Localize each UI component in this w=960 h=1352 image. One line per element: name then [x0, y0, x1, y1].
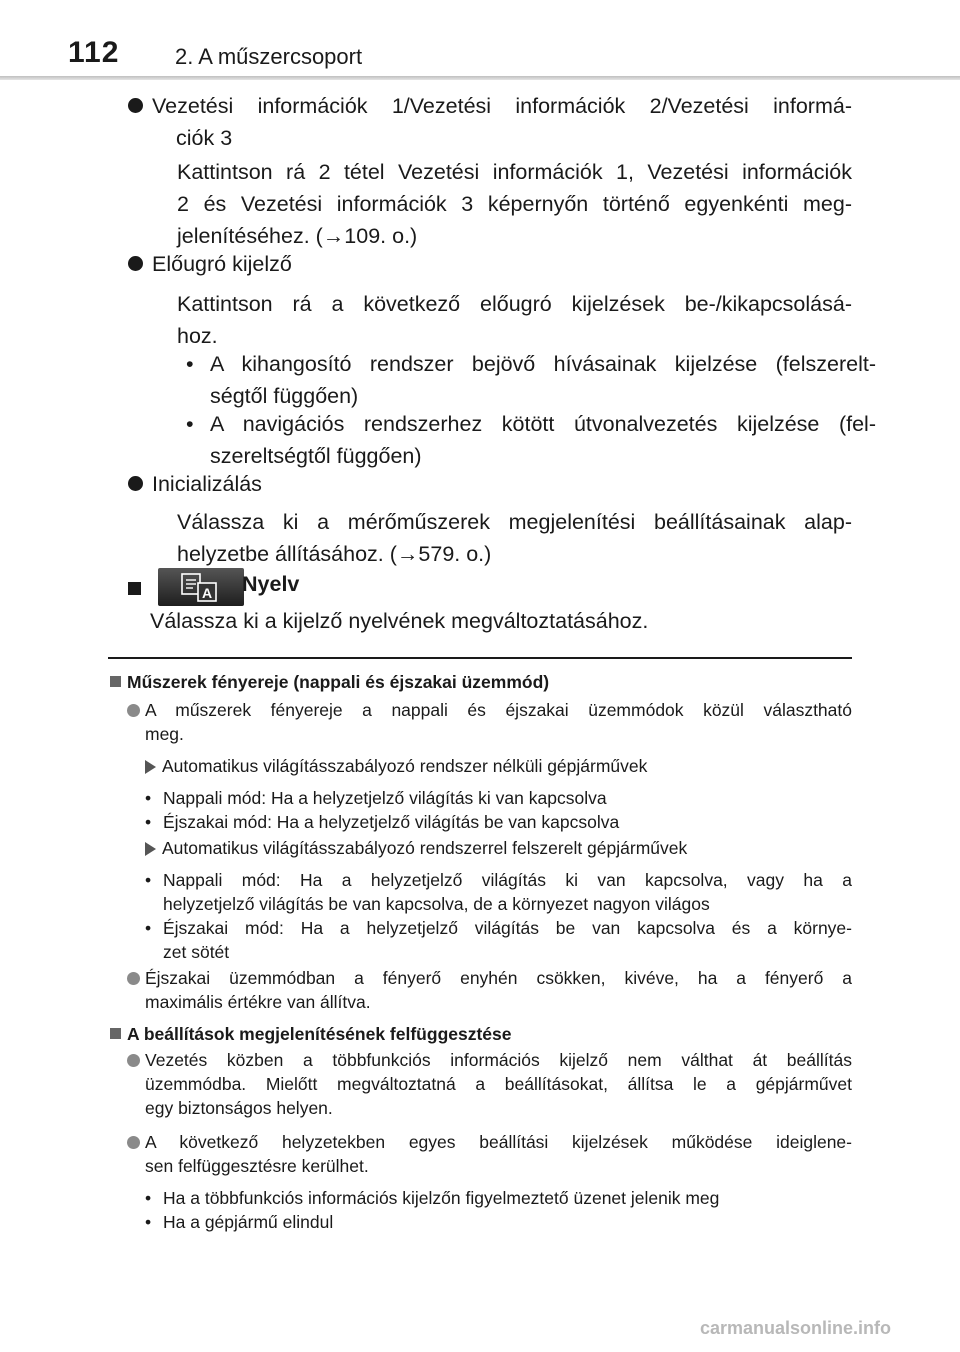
- note-line: zet sötét: [163, 942, 230, 962]
- language-icon: [158, 568, 244, 606]
- paragraph-line: helyzetbe állításához. (→579. o.): [177, 542, 492, 566]
- note-line: üzemmódba. Mielőtt megváltoztatná a beállításokat, állítsa le a gépjárművet: [145, 1074, 852, 1094]
- note-sub-bullet: [145, 1210, 852, 1234]
- paragraph-line: jelenítéséhez. (→109. o.): [177, 224, 418, 248]
- svg-text:A: A: [202, 585, 213, 601]
- paragraph-init: [177, 506, 852, 570]
- triangle-bullet-icon: [145, 842, 156, 856]
- bullet-line: Vezetési információk 1/Vezetési információk 2/Vezetési informá-: [152, 94, 852, 118]
- bullet-item-driving-info: [152, 90, 852, 154]
- note-sub-bullet: [145, 810, 852, 834]
- bullet-dot-icon: [127, 972, 140, 985]
- note-line: Nappali mód: Ha a helyzetjelző világítás ki van kapcsolva, vagy ha a: [163, 870, 852, 890]
- triangle-bullet-icon: [145, 760, 156, 774]
- bullet-dot-icon: [128, 476, 143, 491]
- note-heading-suspend: [110, 1022, 512, 1046]
- bullet-line: Inicializálás: [152, 472, 262, 496]
- sub-bullet-line: ségtől függően): [210, 384, 359, 408]
- sub-bullet-line: szereltségtől függően): [210, 444, 422, 468]
- note-line: Vezetés közben a többfunkciós információs kijelző nem válthat át beállítás: [145, 1050, 852, 1070]
- bullet-line: Előugró kijelző: [152, 252, 292, 276]
- section-title: 2. A műszercsoport: [175, 44, 363, 69]
- note-line: Ha a többfunkciós információs kijelzőn figyelmeztető üzenet jelenik meg: [163, 1188, 720, 1208]
- note-line: Nappali mód: Ha a helyzetjelző világítás ki van kapcsolva: [163, 788, 607, 808]
- note-line: helyzetjelző világítás be van kapcsolva, de a környezet nagyon világos: [163, 894, 710, 914]
- header-divider: [0, 76, 960, 80]
- bullet-dot-icon: [128, 98, 143, 113]
- note-sub-bullet: [145, 916, 852, 964]
- paragraph-line: Kattintson rá 2 tétel Vezetési információk 1, Vezetési információk: [177, 160, 852, 184]
- bullet-item-popup: [152, 248, 852, 280]
- note-heading-text: A beállítások megjelenítésének felfüggesztése: [127, 1024, 512, 1044]
- note-line: Éjszakai mód: Ha a helyzetjelző világítás be van kapcsolva és a környe-: [163, 918, 852, 938]
- language-description: Válassza ki a kijelző nyelvének megváltoztatásához.: [150, 609, 649, 633]
- note-line: maximális értékre van állítva.: [145, 992, 371, 1012]
- sub-bullet-mark: •: [145, 870, 152, 890]
- sub-bullet-mark: •: [145, 1188, 152, 1208]
- language-heading: [128, 572, 848, 608]
- note-line: egy biztonságos helyen.: [145, 1098, 333, 1118]
- sub-bullet: [186, 348, 876, 412]
- note-heading-text: Műszerek fényereje (nappali és éjszakai üzemmód): [127, 672, 550, 692]
- condition-text: Automatikus világításszabályozó rendszerrel felszerelt gépjárművek: [162, 838, 688, 858]
- note-line: A műszerek fényereje a nappali és éjszakai üzemmódok közül választható: [145, 700, 852, 720]
- note-sub-bullet: [145, 1186, 852, 1210]
- page-number: 112: [68, 36, 120, 69]
- bullet-dot-icon: [127, 704, 140, 717]
- sub-bullet-mark: •: [186, 412, 194, 436]
- note-heading-brightness: [110, 670, 549, 694]
- note-bullet: [145, 1048, 852, 1120]
- notes-divider: [108, 657, 852, 659]
- sub-bullet-mark: •: [145, 788, 152, 808]
- language-title: Nyelv: [242, 572, 300, 596]
- paragraph-line: Kattintson rá a következő előugró kijelzések be-/kikapcsolásá-: [177, 292, 852, 316]
- page-header: [0, 0, 960, 80]
- bullet-dot-icon: [127, 1136, 140, 1149]
- note-bullet: [145, 698, 852, 746]
- paragraph-line: 2 és Vezetési információk 3 képernyőn történő egyenkénti meg-: [177, 192, 852, 216]
- bullet-line: ciók 3: [176, 126, 233, 150]
- note-line: Ha a gépjármű elindul: [163, 1212, 334, 1232]
- paragraph-driving-info: [177, 156, 852, 252]
- bullet-dot-icon: [127, 1054, 140, 1067]
- square-bullet-icon: [110, 1028, 121, 1039]
- square-bullet-icon: [110, 676, 121, 687]
- sub-bullet-mark: •: [186, 352, 194, 376]
- paragraph-line: Válassza ki a mérőműszerek megjelenítési beállításainak alap-: [177, 510, 852, 534]
- paragraph-popup: [177, 288, 852, 352]
- note-sub-bullet: [145, 786, 852, 810]
- sub-bullet-mark: •: [145, 918, 152, 938]
- bullet-item-init: [152, 468, 852, 500]
- condition-text: Automatikus világításszabályozó rendszer nélküli gépjárművek: [162, 756, 648, 776]
- note-bullet: [145, 1130, 852, 1178]
- sub-bullet-mark: •: [145, 1212, 152, 1232]
- paragraph-line: hoz.: [177, 324, 218, 348]
- note-line: sen felfüggesztésre kerülhet.: [145, 1156, 369, 1176]
- note-line: A következő helyzetekben egyes beállítási kijelzések működése ideiglene-: [145, 1132, 852, 1152]
- sub-bullet-line: A kihangosító rendszer bejövő hívásainak kijelzése (felszerelt-: [210, 352, 876, 376]
- watermark-text: carmanualsonline.info: [700, 1318, 892, 1338]
- note-line: Éjszakai üzemmódban a fényerő enyhén csökken, kivéve, ha a fényerő a: [145, 968, 852, 988]
- note-bullet: [145, 966, 852, 1014]
- sub-bullet-line: A navigációs rendszerhez kötött útvonalvezetés kijelzése (fel-: [210, 412, 876, 436]
- sub-bullet: [186, 408, 876, 472]
- bullet-dot-icon: [128, 256, 143, 271]
- square-bullet-icon: [128, 582, 141, 595]
- note-sub-bullet: [145, 868, 852, 916]
- sub-bullet-mark: •: [145, 812, 152, 832]
- note-line: meg.: [145, 724, 184, 744]
- note-line: Éjszakai mód: Ha a helyzetjelző világítás be van kapcsolva: [163, 812, 620, 832]
